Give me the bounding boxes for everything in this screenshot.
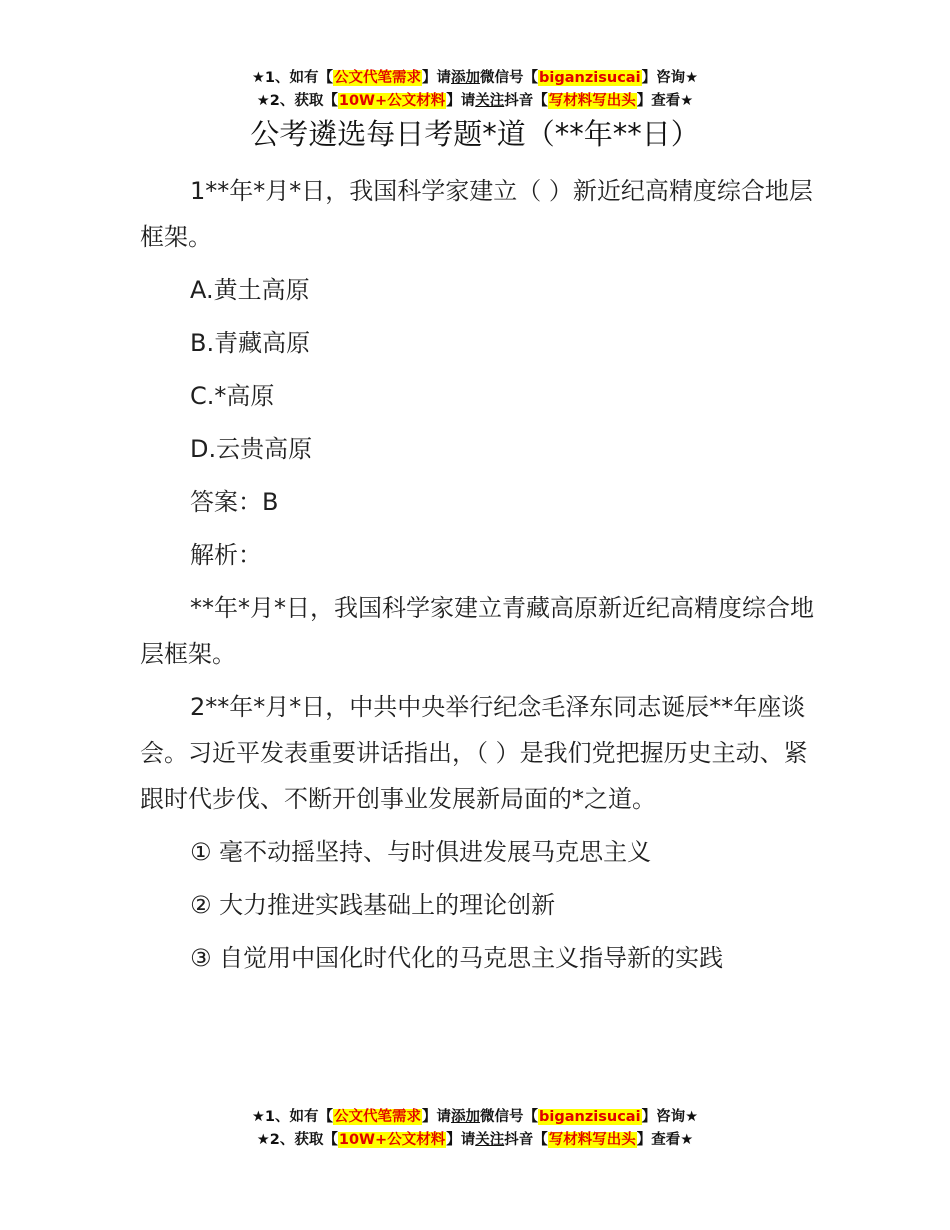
banner-underlined-text: 关注 [475, 1132, 505, 1148]
document-title: 公考遴选每日考题*道（**年**日） [250, 117, 700, 151]
banner-text: ★2、获取【 [256, 1132, 338, 1148]
banner-text: 】咨询★ [641, 1109, 699, 1125]
highlight-ghostwriting-service: 公文代笔需求 [334, 70, 422, 86]
banner-text: 抖音【 [504, 93, 548, 109]
banner-text: 微信号【 [480, 1109, 539, 1125]
banner-line-2 [0, 1129, 950, 1152]
highlight-wechat-id: biganzisucai [539, 1109, 641, 1125]
banner-line-2 [0, 90, 950, 113]
banner-text: 】咨询★ [641, 70, 699, 86]
question-1-stem: 1**年*月*日，我国科学家建立（ ）新近纪高精度综合地层框架。 [140, 177, 813, 251]
banner-text: 】请 [446, 93, 476, 109]
answer: 答案：B [190, 488, 279, 516]
highlight-wechat-id: biganzisucai [539, 70, 641, 86]
highlight-douyin-account: 写材料写出头 [548, 93, 636, 109]
banner-underlined-text: 关注 [475, 93, 505, 109]
highlight-ghostwriting-service: 公文代笔需求 [334, 1109, 422, 1125]
banner-text: ★1、如有【 [251, 70, 334, 86]
option-b: B.青藏高原 [190, 329, 311, 357]
banner-underlined-text: 添加 [451, 1109, 481, 1125]
banner-underlined-text: 添加 [451, 70, 481, 86]
question-2-stem: 2**年*月*日，中共中央举行纪念毛泽东同志诞辰**年座谈会。习近平发表重要讲话指出，（ ）是我们党把握历史主动、紧跟时代步伐、不断开创事业发展新局面的*之道。 [140, 693, 808, 813]
analysis-label: 解析： [190, 541, 262, 569]
option-a: A.黄土高原 [190, 276, 310, 304]
highlight-douyin-account: 写材料写出头 [548, 1132, 636, 1148]
banner-line-1 [0, 1106, 950, 1129]
banner-line-1 [0, 67, 950, 90]
statement-2: ② 大力推进实践基础上的理论创新 [190, 891, 556, 919]
analysis-text: **年*月*日，我国科学家建立青藏高原新近纪高精度综合地层框架。 [140, 594, 814, 668]
banner-text: 】请 [422, 70, 452, 86]
banner-text: ★2、获取【 [256, 93, 338, 109]
option-c: C.*高原 [190, 382, 275, 410]
footer-banner [0, 1106, 950, 1152]
header-banner [0, 67, 950, 113]
banner-text: 】查看★ [636, 93, 694, 109]
document-body [140, 168, 830, 981]
statement-3: ③ 自觉用中国化时代化的马克思主义指导新的实践 [190, 944, 724, 972]
banner-text: 】查看★ [636, 1132, 694, 1148]
option-d: D.云贵高原 [190, 435, 313, 463]
highlight-materials: 10W+公文材料 [338, 1132, 446, 1148]
statement-1: ① 毫不动摇坚持、与时俱进发展马克思主义 [190, 838, 652, 866]
highlight-materials: 10W+公文材料 [338, 93, 446, 109]
banner-text: 】请 [446, 1132, 476, 1148]
banner-text: ★1、如有【 [251, 1109, 334, 1125]
banner-text: 抖音【 [504, 1132, 548, 1148]
banner-text: 微信号【 [480, 70, 539, 86]
banner-text: 】请 [422, 1109, 452, 1125]
